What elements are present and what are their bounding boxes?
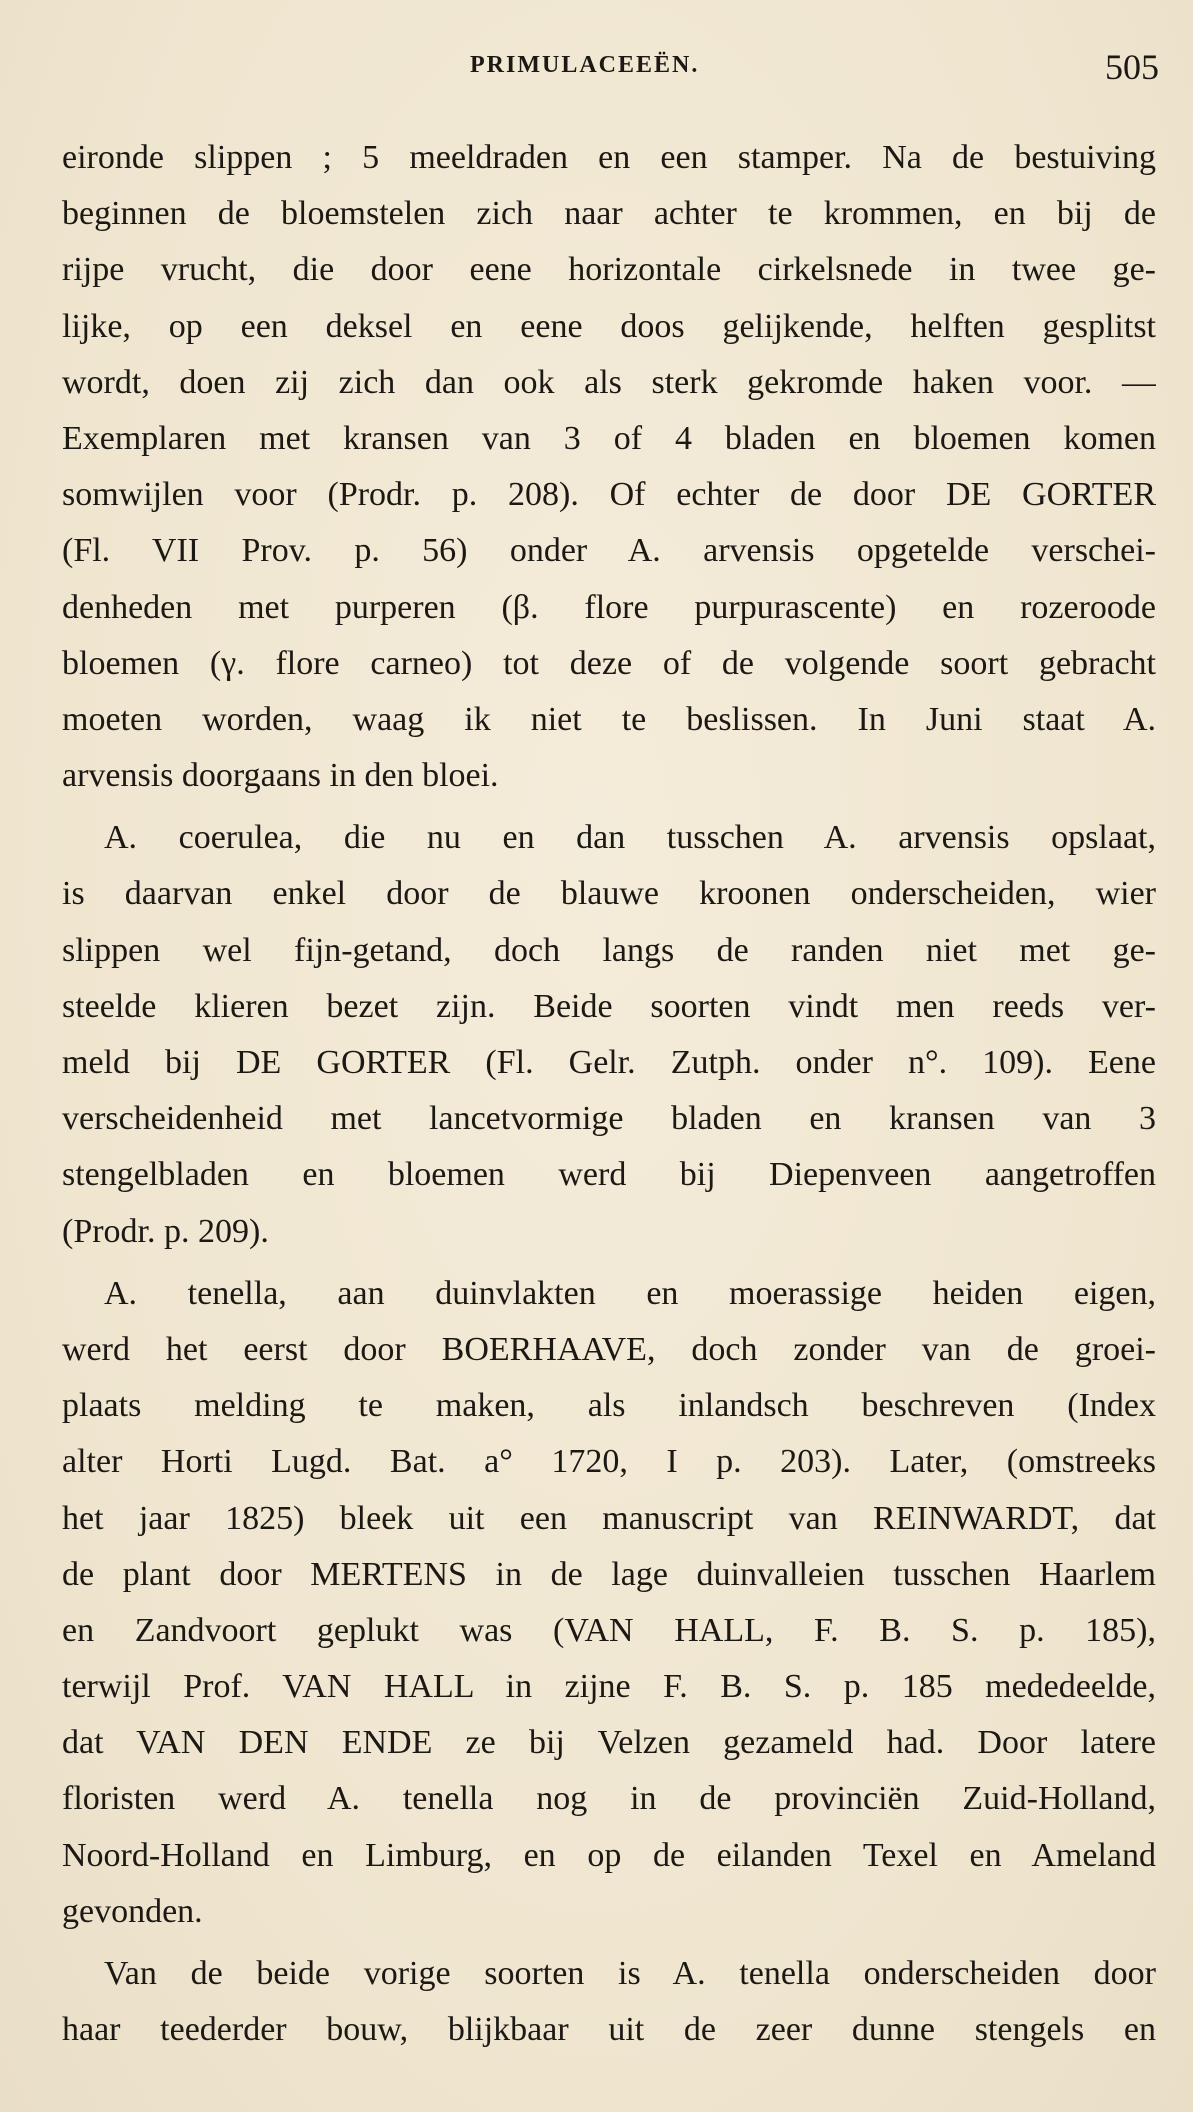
text-line: slippen wel fijn-getand, doch langs de randen niet met ge- [62,931,1156,969]
text-line: plaats melding te maken, als inlandsch beschreven (Index [62,1387,1156,1425]
text-line: het jaar 1825) bleek uit een manuscript van REINWARDT, dat [62,1499,1156,1537]
text-line: floristen werd A. tenella nog in de provinciën Zuid-Holland, [62,1780,1156,1818]
body-text [62,130,1156,2058]
text-line: Noord-Holland en Limburg, en op de eilanden Texel en Ameland [62,1836,1156,1874]
text-line: terwijl Prof. VAN HALL in zijne F. B. S. p. 185 mededeelde, [62,1668,1156,1706]
text-line: eironde slippen ; 5 meeldraden en een stamper. Na de bestuiving [62,139,1156,176]
text-line: rijpe vrucht, die door eene horizontale cirkelsnede in twee ge- [62,251,1156,289]
text-line: moeten worden, waag ik niet te beslissen. In Juni staat A. [62,700,1156,738]
text-line: (Fl. VII Prov. p. 56) onder A. arvensis opgetelde verschei- [62,532,1156,570]
running-header [0,46,1193,96]
text-line: is daarvan enkel door de blauwe kroonen onderscheiden, wier [62,875,1156,913]
text-line: dat VAN DEN ENDE ze bij Velzen gezameld had. Door latere [62,1724,1156,1762]
text-line: denheden met purperen (β. flore purpurascente) en rozeroode [62,588,1156,626]
text-line: somwijlen voor (Prodr. p. 208). Of echter de door DE GORTER [62,476,1156,514]
text-line: Van de beide vorige soorten is A. tenella onderscheiden door [104,1955,1156,1992]
text-line: haar teederder bouw, blijkbaar uit de zeer dunne stengels en [62,2011,1156,2049]
text-line: verscheidenheid met lancetvormige bladen en kransen van 3 [62,1100,1156,1138]
text-line: lijke, op een deksel en eene doos gelijkende, helften gesplitst [62,307,1156,345]
text-line: arvensis doorgaans in den bloei. [62,757,499,795]
text-line: wordt, doen zij zich dan ook als sterk gekromde haken voor. — [62,363,1156,401]
text-line: stengelbladen en bloemen werd bij Diepenveen aangetroffen [62,1156,1156,1194]
text-line: gevonden. [62,1892,203,1930]
text-line: steelde klieren bezet zijn. Beide soorten vindt men reeds ver- [62,987,1156,1025]
page-number: 505 [1105,47,1159,87]
text-line: A. coerulea, die nu en dan tusschen A. arvensis opslaat, [104,819,1156,857]
text-line: bloemen (γ. flore carneo) tot deze of de volgende soort gebracht [62,644,1156,682]
text-line: en Zandvoort geplukt was (VAN HALL, F. B. S. p. 185), [62,1611,1156,1649]
text-line: alter Horti Lugd. Bat. a° 1720, I p. 203). Later, (omstreeks [62,1443,1156,1481]
text-line: (Prodr. p. 209). [62,1212,269,1250]
text-line: beginnen de bloemstelen zich naar achter te krommen, en bij de [62,195,1156,233]
text-line: de plant door MERTENS in de lage duinvalleien tusschen Haarlem [62,1555,1156,1593]
text-line: Exemplaren met kransen van 3 of 4 bladen en bloemen komen [62,419,1156,457]
text-line: A. tenella, aan duinvlakten en moerassige heiden eigen, [104,1274,1156,1312]
text-line: meld bij DE GORTER (Fl. Gelr. Zutph. onder n°. 109). Eene [62,1044,1156,1081]
running-title: PRIMULACEEËN. [470,52,700,78]
text-line: werd het eerst door BOERHAAVE, doch zonder van de groei- [62,1330,1156,1368]
